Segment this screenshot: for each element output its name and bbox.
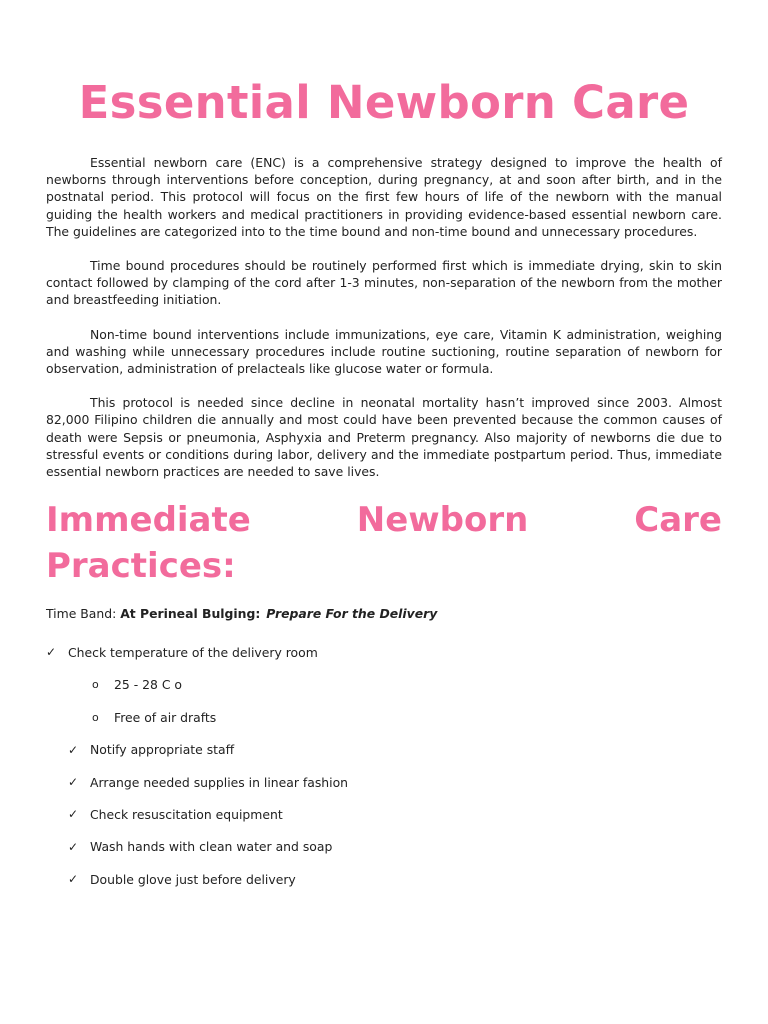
list-item bbox=[46, 733, 722, 765]
heading-word-immediate: Immediate bbox=[46, 500, 251, 541]
circle-bullet-icon: o bbox=[92, 710, 99, 724]
paragraph-protocol-need: This protocol is needed since decline in neonatal mortality hasn’t improved since 2003. Almost 82,000 Filipino children die annually and most could have been prevented because the common causes of death were Sepsis or pneumonia, Asphyxia and Preterm pregnancy. Also majority of newborns die due to stressful events or conditions during labor, delivery and the immediate postpartum period. Thus, immediate essential newborn practices are needed to save lives. bbox=[46, 395, 722, 480]
paragraph-non-time-bound: Non-time bound interventions include immunizations, eye care, Vitamin K administration, weighing and washing while unnecessary procedures include routine suctioning, routine separation of newborn for observation, administration of prelacteals like glucose water or formula. bbox=[46, 326, 722, 377]
list-item-text: Check temperature of the delivery room bbox=[68, 644, 318, 660]
time-band-line bbox=[46, 605, 722, 622]
checkmark-icon: ✓ bbox=[68, 775, 79, 789]
intro-section bbox=[46, 154, 722, 480]
list-item-text: Arrange needed supplies in linear fashion bbox=[90, 774, 349, 790]
page-title: Essential Newborn Care bbox=[78, 76, 690, 129]
list-item bbox=[46, 863, 722, 895]
paragraph-time-bound: Time bound procedures should be routinely performed first which is immediate drying, skin to skin contact followed by clamping of the cord after 1-3 minutes, non-separation of the newborn from the mother and breastfeeding initiation. bbox=[46, 258, 722, 308]
section-heading bbox=[46, 497, 722, 589]
list-item-text: Double glove just before delivery bbox=[90, 871, 296, 887]
checkmark-icon: ✓ bbox=[68, 872, 79, 887]
sub-list-item-text: 25 - 28 C o bbox=[114, 677, 182, 693]
time-band-label: Time Band: bbox=[46, 606, 121, 622]
section-heading-line1 bbox=[46, 497, 722, 543]
list-item bbox=[46, 831, 722, 863]
checkmark-icon: ✓ bbox=[68, 839, 79, 854]
paragraph-enc-definition: Essential newborn care (ENC) is a comprehensive strategy designed to improve the health of newborns through interventions before conception, during pregnancy, at and soon after birth, and in the postnatal period. This protocol will focus on the first few hours of life of the newborn with the manual guiding the health workers and medical practitioners in providing evidence-based essential newborn care. The guidelines are categorized into to the time bound and non-time bound and unnecessary procedures. bbox=[46, 155, 722, 239]
section-heading-line2: Practices: bbox=[46, 546, 236, 587]
heading-word-care: Care bbox=[634, 500, 722, 541]
heading-word-newborn: Newborn bbox=[356, 500, 529, 541]
sub-list-item-text: Free of air drafts bbox=[114, 709, 217, 725]
checkmark-icon: ✓ bbox=[46, 645, 57, 660]
checkmark-icon: ✓ bbox=[68, 742, 79, 757]
list-item-text: Wash hands with clean water and soap bbox=[90, 839, 333, 855]
sub-list-item bbox=[46, 701, 722, 733]
list-item-text: Notify appropriate staff bbox=[90, 742, 235, 758]
list-item-text: Check resuscitation equipment bbox=[90, 806, 283, 822]
time-band-phase: At Perineal Bulging: bbox=[120, 606, 261, 622]
checkmark-icon: ✓ bbox=[68, 807, 79, 822]
list-item bbox=[46, 636, 722, 668]
list-item bbox=[46, 798, 722, 830]
circle-bullet-icon: o bbox=[92, 678, 99, 692]
time-band-action: Prepare For the Delivery bbox=[266, 606, 438, 622]
list-item bbox=[46, 766, 722, 798]
sub-list-item bbox=[46, 669, 722, 701]
delivery-checklist bbox=[46, 636, 722, 895]
